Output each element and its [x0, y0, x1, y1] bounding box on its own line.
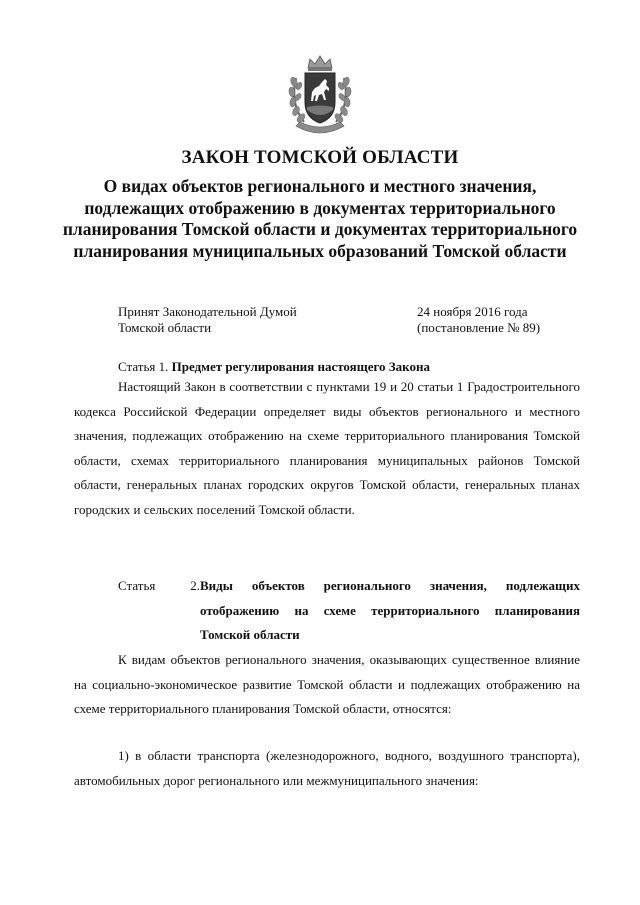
adoption-details: [417, 304, 540, 336]
adopted-by-line1: Принят Законодательной Думой: [118, 304, 297, 319]
article1-text: Настоящий Закон в соответствии с пунктами 19 и 20 статьи 1 Градостроительного кодекса Российской Федерации определяет виды объектов регионального и местного значения, подлежащих отображению на схеме территориального планирования Томской области, схемах территориального планирования муниципальных районов Томской области, генеральных планах городских округов Томской области, генеральных планах городских и сельских поселений Томской области.: [74, 379, 580, 517]
article1-title: Предмет регулирования настоящего Закона: [171, 359, 430, 374]
law-title: ЗАКОН ТОМСКОЙ ОБЛАСТИ: [181, 147, 459, 168]
article2-item1: 1) в области транспорта (железнодорожного, водного, воздушного транспорта), автомобильных дорог регионального или межмуниципального значения:: [74, 748, 580, 788]
article1-label: Статья 1.: [118, 359, 169, 374]
resolution-number: (постановление № 89): [417, 320, 541, 335]
article1-heading: [118, 359, 430, 375]
adopted-by-line2: Томской области: [118, 320, 212, 335]
adopted-date: 24 ноября 2016 года: [417, 304, 528, 319]
coat-of-arms-emblem: [286, 52, 354, 140]
adopted-by: [118, 304, 297, 336]
article2-label: Статья 2.: [118, 578, 200, 593]
article2-heading: [118, 574, 580, 648]
article2-intro: К видам объектов регионального значения, оказывающих существенное влияние на социально-экономическое развитие Томской области и подлежащих отображению на схеме территориального планирования Томской области, относятся:: [74, 652, 580, 717]
article2-title: Виды объектов регионального значения, подлежащих отображению на схеме территориального планирования Томской области: [200, 578, 580, 642]
law-subtitle: О видах объектов регионального и местного значения, подлежащих отображению в документах территориального планирования Томской области и документах территориального планирования муниципальных образований Томской области: [62, 176, 578, 261]
